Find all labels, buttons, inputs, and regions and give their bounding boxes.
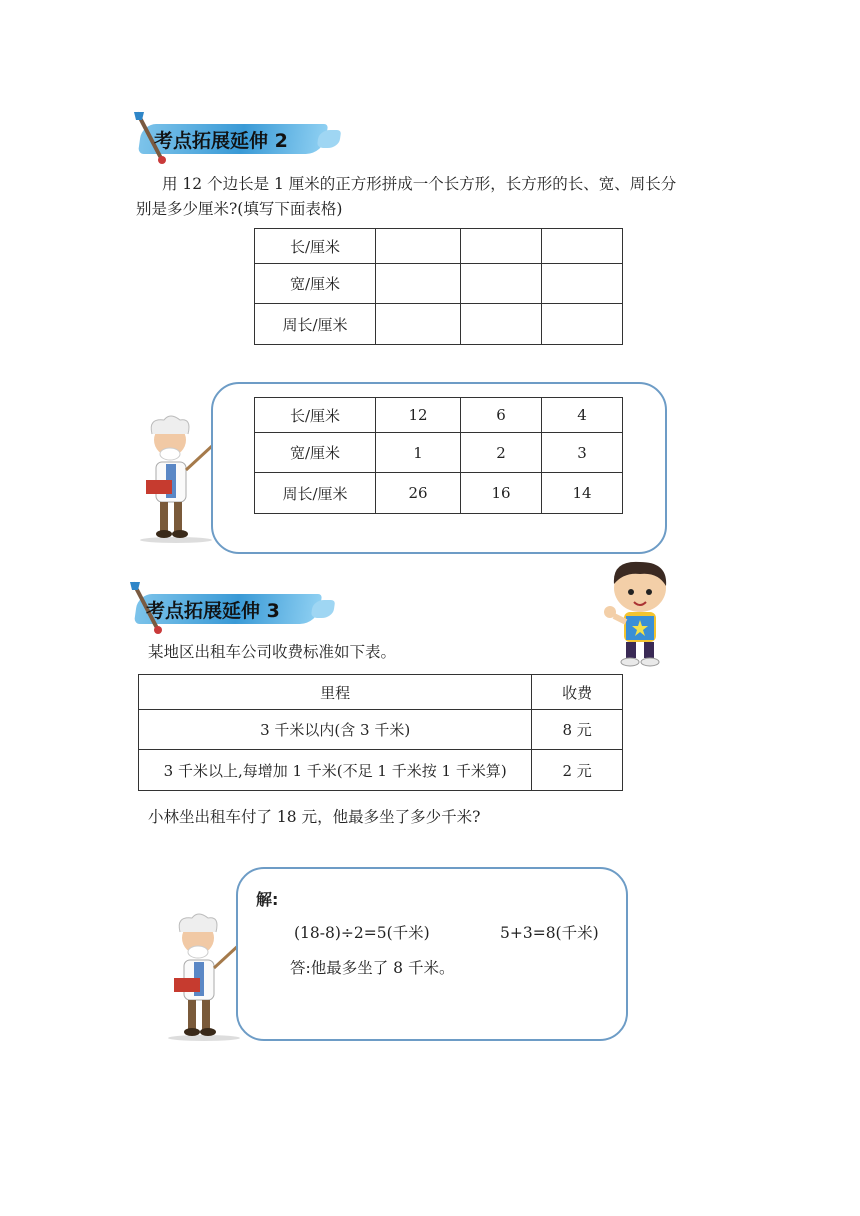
blank-cell[interactable] bbox=[461, 304, 542, 345]
value-cell: 4 bbox=[542, 398, 623, 433]
column-header: 收费 bbox=[532, 675, 623, 710]
row-label: 长/厘米 bbox=[255, 229, 376, 264]
value-cell: 3 bbox=[542, 433, 623, 473]
fee-cell: 8 元 bbox=[532, 710, 623, 750]
question-text: 用 12 个边长是 1 厘米的正方形拼成一个长方形，长方形的长、宽、周长分 bbox=[162, 175, 677, 193]
answer-table bbox=[254, 397, 623, 514]
solution-step-1: (18-8)÷2=5(千米) bbox=[294, 924, 430, 942]
row-label: 宽/厘米 bbox=[255, 433, 376, 473]
section-banner-2 bbox=[128, 588, 328, 628]
solution-step-2: 5+3=8(千米) bbox=[500, 924, 599, 942]
blank-cell[interactable] bbox=[542, 229, 623, 264]
fare-table bbox=[138, 674, 623, 791]
row-label: 长/厘米 bbox=[255, 398, 376, 433]
intro-text: 某地区出租车公司收费标准如下表。 bbox=[148, 643, 397, 661]
distance-cell: 3 千米以上,每增加 1 千米(不足 1 千米按 1 千米算) bbox=[139, 750, 532, 791]
value-cell: 26 bbox=[376, 473, 461, 514]
boy-illustration bbox=[598, 556, 678, 670]
value-cell: 14 bbox=[542, 473, 623, 514]
blank-cell[interactable] bbox=[376, 304, 461, 345]
value-cell: 12 bbox=[376, 398, 461, 433]
row-label: 周长/厘米 bbox=[255, 304, 376, 345]
solution-label: 解: bbox=[256, 890, 279, 909]
value-cell: 2 bbox=[461, 433, 542, 473]
value-cell: 6 bbox=[461, 398, 542, 433]
question-text-cont: 别是多少厘米?(填写下面表格) bbox=[136, 200, 343, 218]
solution-answer: 答:他最多坐了 8 千米。 bbox=[290, 959, 455, 977]
blank-cell[interactable] bbox=[376, 264, 461, 304]
blank-cell[interactable] bbox=[542, 304, 623, 345]
section-banner-1 bbox=[132, 118, 332, 158]
teacher-illustration bbox=[136, 410, 220, 544]
solution-bubble bbox=[236, 867, 628, 1041]
value-cell: 16 bbox=[461, 473, 542, 514]
row-label: 宽/厘米 bbox=[255, 264, 376, 304]
blank-cell[interactable] bbox=[542, 264, 623, 304]
column-header: 里程 bbox=[139, 675, 532, 710]
value-cell: 1 bbox=[376, 433, 461, 473]
blank-table bbox=[254, 228, 623, 345]
section-title: 考点拓展延伸 3 bbox=[146, 600, 280, 622]
question-text: 小林坐出租车付了 18 元，他最多坐了多少千米? bbox=[148, 808, 481, 826]
blank-cell[interactable] bbox=[376, 229, 461, 264]
blank-cell[interactable] bbox=[461, 264, 542, 304]
section-title: 考点拓展延伸 2 bbox=[154, 130, 288, 152]
fee-cell: 2 元 bbox=[532, 750, 623, 791]
distance-cell: 3 千米以内(含 3 千米) bbox=[139, 710, 532, 750]
blank-cell[interactable] bbox=[461, 229, 542, 264]
row-label: 周长/厘米 bbox=[255, 473, 376, 514]
